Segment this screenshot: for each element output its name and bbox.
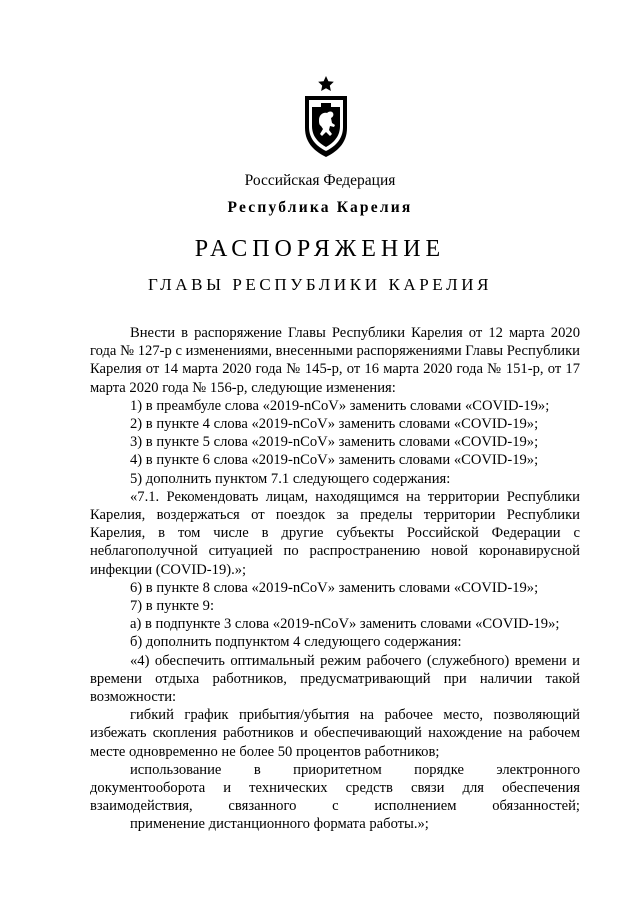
body-paragraph: гибкий график прибытия/убытия на рабочее место, позволяющий избежать скопления работников и обеспечивающий нахождение на рабочем месте одновременно не более 50 процентов работников; (90, 707, 580, 760)
body-paragraph: а) в подпункте 3 слова «2019-nCoV» заменить словами «COVID-19»; (130, 616, 560, 633)
document-body (90, 324, 580, 834)
body-paragraph: 1) в преамбуле слова «2019-nCoV» заменить словами «COVID-19»; (130, 397, 550, 414)
country-name: Российская Федерация (244, 172, 396, 189)
body-paragraph: 5) дополнить пунктом 7.1 следующего содержания: (130, 470, 451, 487)
issuer-title: ГЛАВЫ РЕСПУБЛИКИ КАРЕЛИЯ (147, 275, 493, 294)
emblem-star (318, 76, 334, 91)
body-paragraph: 7) в пункте 9: (130, 598, 215, 615)
document-type-title: РАСПОРЯЖЕНИЕ (194, 236, 446, 262)
body-paragraph: 2) в пункте 4 слова «2019-nCoV» заменить словами «COVID-19»; (130, 416, 539, 433)
body-paragraph: 4) в пункте 6 слова «2019-nCoV» заменить словами «COVID-19»; (130, 452, 539, 469)
body-paragraph: Внести в распоряжение Главы Республики Карелия от 12 марта 2020 года № 127-р с изменениями, внесенными распоряжениями Главы Республики Карелия от 14 марта 2020 года № 145-р, от 16 марта 2020 года № 151-р, от 17 марта 2020 года № 156-р, следующие изменения: (90, 325, 580, 396)
region-name: Республика Карелия (227, 199, 413, 216)
body-paragraph: б) дополнить подпунктом 4 следующего содержания: (130, 634, 462, 651)
body-paragraph: 3) в пункте 5 слова «2019-nCoV» заменить словами «COVID-19»; (130, 434, 539, 451)
body-paragraph: 6) в пункте 8 слова «2019-nCoV» заменить словами «COVID-19»; (130, 579, 539, 596)
body-paragraph: «4) обеспечить оптимальный режим рабочего (служебного) времени и времени отдыха работников, предусматривающий при наличии такой возможности: (90, 652, 580, 706)
coat-of-arms-of-karelia-icon (302, 76, 350, 158)
body-paragraph: применение дистанционного формата работы.»; (130, 816, 429, 833)
body-paragraph: «7.1. Рекомендовать лицам, находящимся на территории Республики Карелия, воздержаться от поездок за пределы территории Республики Карелия, в том числе в другие субъекты Российской Федерации с неблагополучной ситуацией по распространению новой коронавирусной инфекции (COVID-19).»; (90, 488, 580, 578)
body-paragraph: использование в приоритетном порядке электронного документооборота и технических средств связи для обеспечения взаимодействия, связанного с исполнением обязанностей; (90, 761, 580, 815)
